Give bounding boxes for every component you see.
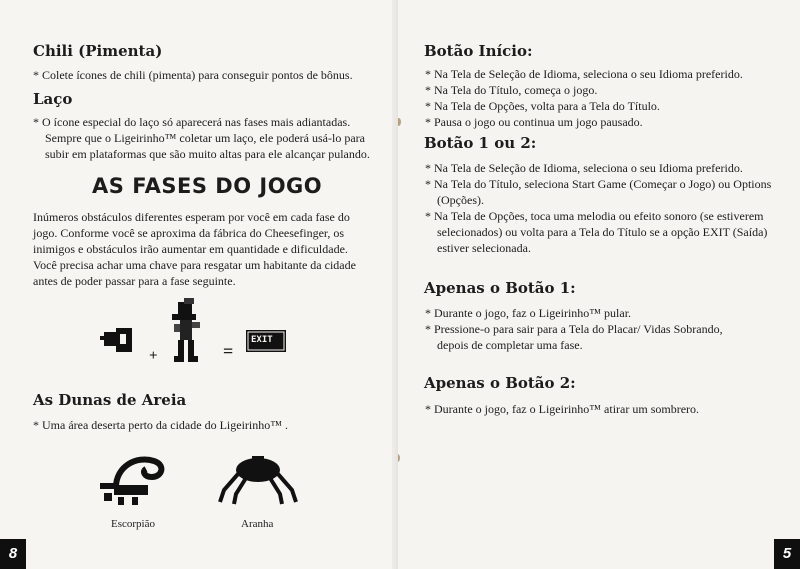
list-item: * Na Tela do Título, seleciona Start Game (Começar o Jogo) ou Options (Opções). bbox=[425, 176, 785, 208]
botao12-title: Botão 1 ou 2: bbox=[424, 134, 537, 152]
plus-sign: + bbox=[149, 348, 158, 364]
list-item: * Na Tela de Seleção de Idioma, seleciona o seu Idioma preferido. bbox=[425, 66, 775, 82]
laco-title: Laço bbox=[33, 90, 73, 108]
spider-caption: Aranha bbox=[241, 518, 274, 530]
character-icon bbox=[172, 298, 200, 362]
apenas1-title: Apenas o Botão 1: bbox=[424, 279, 576, 297]
list-item: * Pressione-o para sair para a Tela do Placar/ Vidas Sobrando, depois de completar uma fase. bbox=[425, 321, 755, 353]
inicio-title: Botão Início: bbox=[424, 42, 533, 60]
list-item: * Durante o jogo, faz o Ligeirinho™ pular. bbox=[425, 305, 755, 321]
right-page bbox=[398, 0, 800, 569]
botao12-list bbox=[425, 160, 785, 256]
list-item: * Na Tela do Título, começa o jogo. bbox=[425, 82, 775, 98]
list-item: * Na Tela de Seleção de Idioma, seleciona o seu Idioma preferido. bbox=[425, 160, 785, 176]
inicio-list bbox=[425, 66, 775, 130]
left-page bbox=[0, 0, 398, 569]
laco-bullet: * O ícone especial do laço só aparecerá nas fases mais adiantadas. Sempre que o Ligeirinho™ coletar um laço, ele poderá usá-lo para subir em plataformas que são muito altas para ele alcançar pulando. bbox=[33, 114, 371, 162]
dunas-list bbox=[33, 417, 333, 433]
list-item: * Na Tela de Opções, volta para a Tela do Título. bbox=[425, 98, 775, 114]
dunas-bullet: * Uma área deserta perto da cidade do Ligeirinho™ . bbox=[33, 417, 333, 433]
list-item: * Pausa o jogo ou continua um jogo pausado. bbox=[425, 114, 775, 130]
binding-mark bbox=[398, 118, 401, 126]
dunas-title: As Dunas de Areia bbox=[33, 391, 187, 409]
scorpion-icon bbox=[96, 447, 176, 509]
page-number-right: 5 bbox=[774, 539, 800, 569]
page-number-left: 8 bbox=[0, 539, 26, 569]
binding-mark bbox=[398, 454, 400, 462]
key-icon bbox=[100, 328, 132, 352]
exit-label: EXIT bbox=[251, 335, 273, 345]
equals-sign: = bbox=[223, 341, 234, 361]
list-item: * Durante o jogo, faz o Ligeirinho™ atirar um sombrero. bbox=[425, 401, 775, 417]
laco-list bbox=[33, 114, 371, 162]
fases-paragraph: Inúmeros obstáculos diferentes esperam por você em cada fase do jogo. Conforme você se aproxima da fábrica do Cheesefinger, os inimigos e obstáculos irão aumentar em quantidade e dificuldade. Você precisa achar uma chave para resgatar um habitante da cidade antes de poder passar para a fase seguinte. bbox=[33, 210, 356, 288]
list-item: * Na Tela de Opções, toca uma melodia ou efeito sonoro (se estiverem selecionados) ou volta para a Tela do Título se a opção EXIT (Saída) estiver selecionada. bbox=[425, 208, 785, 256]
chili-title: Chili (Pimenta) bbox=[33, 42, 163, 60]
chili-list bbox=[33, 67, 373, 83]
spider-icon bbox=[216, 452, 300, 506]
chili-bullet: * Colete ícones de chili (pimenta) para conseguir pontos de bônus. bbox=[33, 67, 373, 83]
apenas2-title: Apenas o Botão 2: bbox=[424, 374, 576, 392]
apenas2-list bbox=[425, 401, 775, 417]
scorpion-caption: Escorpião bbox=[111, 518, 155, 530]
apenas1-list bbox=[425, 305, 755, 353]
fases-title: AS FASES DO JOGO bbox=[92, 174, 323, 198]
